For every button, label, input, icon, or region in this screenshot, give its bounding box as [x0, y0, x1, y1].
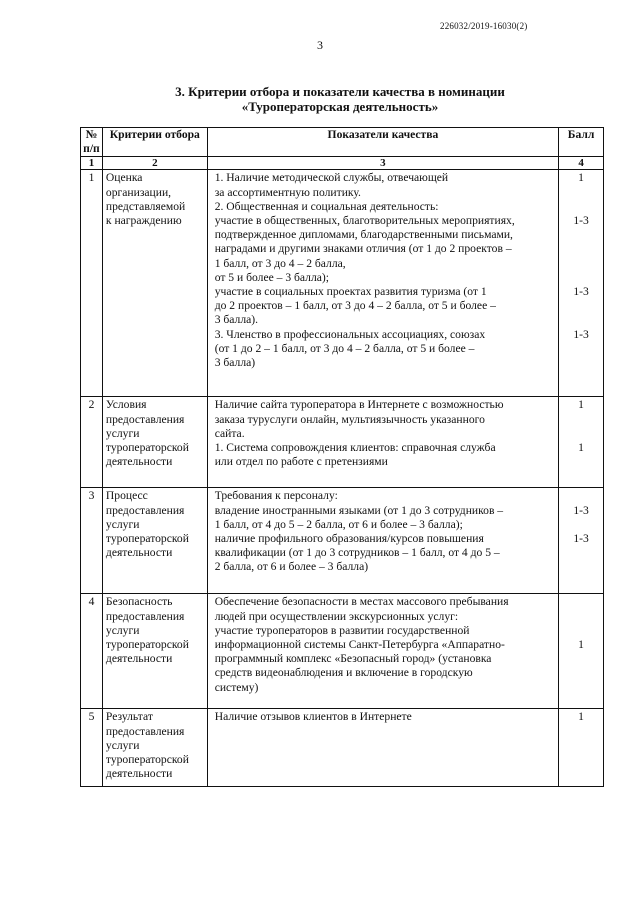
indicator-line: заказа туруслуги онлайн, мультиязычность указанного — [214, 412, 485, 426]
criteria-line: предоставления — [105, 503, 185, 517]
criteria-cell — [102, 488, 207, 594]
score-value — [559, 271, 603, 285]
indicator-line: средств видеонаблюдения и включение в городскую — [214, 666, 473, 680]
indicators-cell — [207, 488, 558, 594]
header-num: № п/п — [81, 128, 103, 157]
criteria-line: услуги — [105, 623, 140, 637]
indicator-line: систему) — [214, 680, 259, 694]
indicators-cell — [207, 594, 558, 709]
indicators-cell — [207, 709, 558, 787]
section-title-line-1: 3. Критерии отбора и показатели качества в номинации — [175, 84, 505, 99]
score-value: 1-3 — [573, 214, 589, 228]
indicator-line: наличие профильного образования/курсов повышения — [214, 532, 484, 546]
row-number: 4 — [81, 594, 103, 709]
criteria-line: услуги — [105, 426, 140, 440]
table-row — [81, 709, 604, 787]
score-cell — [559, 709, 604, 787]
table-header-row — [81, 128, 604, 157]
indicator-line: за ассортиментную политику. — [214, 185, 361, 199]
column-number: 3 — [207, 157, 558, 170]
criteria-table — [80, 127, 604, 787]
score-cell — [559, 170, 604, 397]
indicator-line: 1. Система сопровождения клиентов: справочная служба — [214, 441, 496, 455]
indicator-line: (от 1 до 2 – 1 балл, от 3 до 4 – 2 балла, от 5 и более – — [214, 341, 475, 355]
indicator-line: 2. Общественная и социальная деятельность: — [214, 199, 439, 213]
score-value — [559, 299, 603, 313]
column-number-row — [81, 157, 604, 170]
column-number: 2 — [102, 157, 207, 170]
score-value — [559, 427, 603, 441]
row-number: 3 — [81, 488, 103, 594]
score-value: 1-3 — [573, 532, 589, 546]
score-value — [559, 413, 603, 427]
indicator-line: подтвержденное дипломами, благодарственными письмами, — [214, 228, 513, 242]
score-value — [559, 681, 603, 695]
indicator-line: 1 балл, от 4 до 5 – 2 балла, от 6 и более – 3 балла); — [214, 517, 463, 531]
indicator-line: информационной системы Санкт-Петербурга «Аппаратно- — [214, 638, 505, 652]
criteria-line: Условия — [105, 398, 147, 412]
criteria-line: Оценка — [105, 171, 143, 185]
indicator-line: участие туроператоров в развитии государственной — [214, 623, 470, 637]
indicator-line: 3. Членство в профессиональных ассоциациях, союзах — [214, 327, 486, 341]
score-value — [559, 228, 603, 242]
indicator-line: Требования к персоналу: — [214, 489, 338, 503]
score-value — [559, 242, 603, 256]
indicator-line: участие в общественных, благотворительных мероприятиях, — [214, 214, 515, 228]
criteria-line: деятельности — [105, 652, 173, 666]
criteria-cell — [102, 170, 207, 397]
indicator-line: сайта. — [214, 426, 245, 440]
score-value: 1-3 — [573, 503, 589, 517]
row-number: 1 — [81, 170, 103, 397]
score-value: 1 — [578, 638, 584, 652]
criteria-line: предоставления — [105, 609, 185, 623]
indicator-line: 2 балла, от 6 и более – 3 балла) — [214, 560, 369, 574]
score-cell — [559, 488, 604, 594]
score-value — [559, 624, 603, 638]
criteria-line: услуги — [105, 738, 140, 752]
section-title — [60, 84, 620, 114]
indicator-line: 3 балла). — [214, 313, 259, 327]
criteria-line: туроператорской — [105, 441, 189, 455]
score-cell — [559, 594, 604, 709]
score-value: 1-3 — [573, 327, 589, 341]
criteria-line: Результат — [105, 710, 153, 724]
score-value — [559, 356, 603, 370]
table-row — [81, 488, 604, 594]
score-value — [559, 518, 603, 532]
criteria-cell — [102, 397, 207, 488]
score-value — [559, 313, 603, 327]
table-row — [81, 170, 604, 397]
row-number: 2 — [81, 397, 103, 488]
criteria-cell — [102, 709, 207, 787]
criteria-line: организации, — [105, 185, 172, 199]
score-value — [559, 257, 603, 271]
criteria-line: туроператорской — [105, 753, 189, 767]
header-criteria: Критерии отбора — [102, 128, 207, 157]
indicator-line: или отдел по работе с претензиями — [214, 455, 388, 469]
criteria-line: услуги — [105, 517, 140, 531]
header-indicators: Показатели качества — [207, 128, 558, 157]
criteria-line: Безопасность — [105, 595, 173, 609]
criteria-line: Процесс — [105, 489, 148, 503]
criteria-cell — [102, 594, 207, 709]
criteria-line: деятельности — [105, 767, 173, 781]
indicator-line: Наличие сайта туроператора в Интернете с возможностью — [214, 398, 504, 412]
score-value — [559, 186, 603, 200]
document-number: 226032/2019-16030(2) — [440, 21, 528, 31]
score-value — [559, 455, 603, 469]
score-value — [559, 546, 603, 560]
indicator-line: людей при осуществлении экскурсионных услуг: — [214, 609, 459, 623]
score-value: 1-3 — [573, 285, 589, 299]
criteria-line: туроператорской — [105, 532, 189, 546]
indicator-line: 1. Наличие методической службы, отвечающей — [214, 171, 449, 185]
score-value — [559, 560, 603, 574]
score-cell — [559, 397, 604, 488]
indicator-line: до 2 проектов – 1 балл, от 3 до 4 – 2 балла, от 5 и более – — [214, 299, 496, 313]
header-score: Балл — [559, 128, 604, 157]
column-number: 1 — [81, 157, 103, 170]
indicator-line: 3 балла) — [214, 356, 256, 370]
score-value: 1 — [578, 398, 584, 412]
indicator-line: от 5 и более – 3 балла); — [214, 270, 329, 284]
indicator-line: Наличие отзывов клиентов в Интернете — [214, 710, 412, 724]
criteria-line: деятельности — [105, 546, 173, 560]
indicators-cell — [207, 397, 558, 488]
row-number: 5 — [81, 709, 103, 787]
criteria-line: предоставления — [105, 412, 185, 426]
score-value: 1 — [578, 441, 584, 455]
indicator-line: 1 балл, от 3 до 4 – 2 балла, — [214, 256, 346, 270]
indicator-line: владение иностранными языками (от 1 до 3 сотрудников – — [214, 503, 504, 517]
column-number: 4 — [559, 157, 604, 170]
indicator-line: квалификации (от 1 до 3 сотрудников – 1 балл, от 4 до 5 – — [214, 546, 500, 560]
criteria-line: предоставления — [105, 724, 185, 738]
indicator-line: наградами и другими знаками отличия (от 1 до 2 проектов – — [214, 242, 512, 256]
score-value — [559, 489, 603, 503]
criteria-line: туроператорской — [105, 638, 189, 652]
indicator-line: программный комплекс «Безопасный город» (установка — [214, 652, 492, 666]
criteria-line: представляемой — [105, 199, 186, 213]
criteria-line: к награждению — [105, 214, 182, 228]
score-value — [559, 652, 603, 666]
table-row — [81, 594, 604, 709]
indicators-cell — [207, 170, 558, 397]
indicator-line: участие в социальных проектах развития туризма (от 1 — [214, 285, 487, 299]
section-title-line-2: «Туроператорская деятельность» — [241, 99, 439, 114]
table-body — [81, 170, 604, 787]
score-value — [559, 595, 603, 609]
score-value — [559, 666, 603, 680]
score-value — [559, 342, 603, 356]
criteria-line: деятельности — [105, 455, 173, 469]
score-value: 1 — [578, 710, 584, 724]
table-row — [81, 397, 604, 488]
page-number: 3 — [317, 38, 323, 52]
score-value — [559, 200, 603, 214]
indicator-line: Обеспечение безопасности в местах массового пребывания — [214, 595, 509, 609]
score-value: 1 — [578, 171, 584, 185]
score-value — [559, 610, 603, 624]
